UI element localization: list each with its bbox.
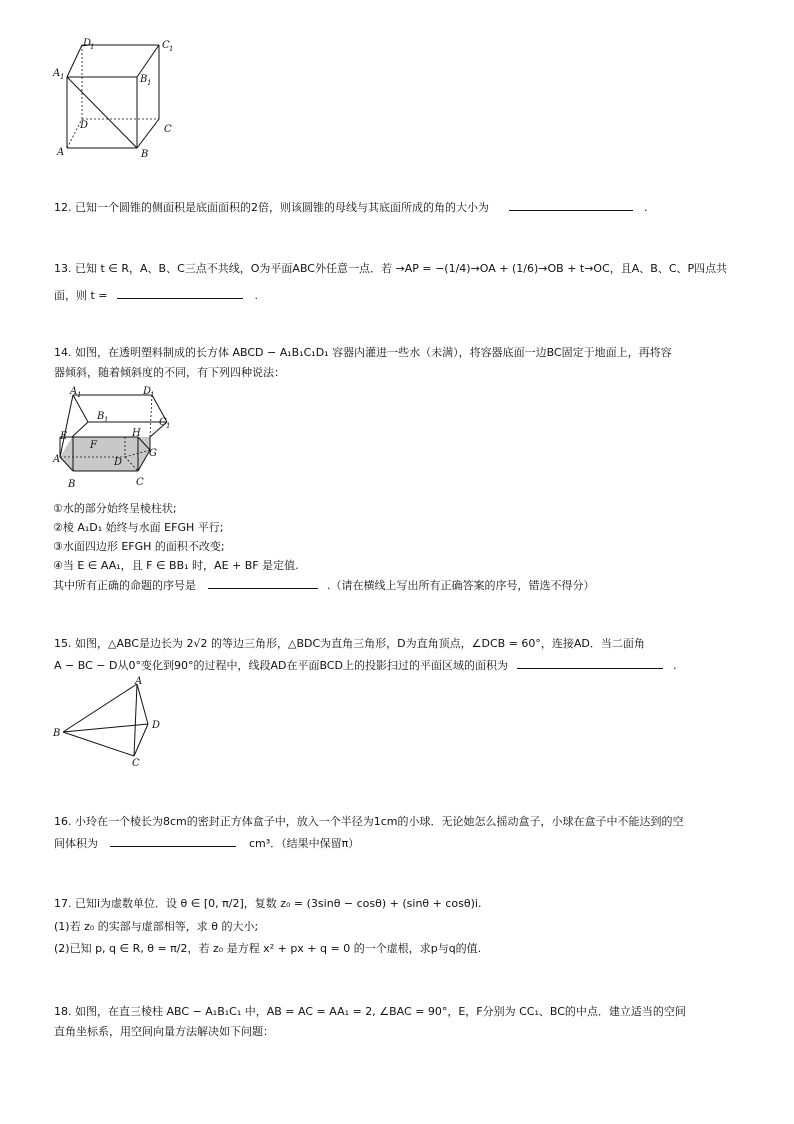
question-14-line1: 14. 如图，在透明塑料制成的长方体 ABCD − A₁B₁C₁D₁ 容器内灌进一些水（未满），将容器底面一边BC固定于地面上，再将容 bbox=[54, 346, 672, 359]
question-15-line1: 15. 如图，△ABC是边长为 2√2 的等边三角形，△BDC为直角三角形，D为直角顶点，∠DCB = 60°，连接AD．当二面角 bbox=[54, 637, 645, 650]
q16-answer-blank[interactable] bbox=[110, 835, 236, 847]
q16-unit-note: cm³．（结果中保留π） bbox=[249, 837, 360, 850]
label-b1-sub: 1 bbox=[147, 79, 152, 87]
fig14-label-b1: B bbox=[97, 411, 105, 422]
q15-answer-blank[interactable] bbox=[517, 657, 663, 669]
question-14-line2: 器倾斜，随着倾斜度的不同，有下列四种说法： bbox=[54, 366, 285, 379]
question-13-line2 bbox=[54, 287, 258, 303]
q13-period: . bbox=[254, 289, 259, 302]
fig14-label-c: C bbox=[136, 477, 144, 488]
label-a: A bbox=[57, 147, 65, 158]
question-16-line1: 16. 小玲在一个棱长为8cm的密封正方体盒子中，放入一个半径为1cm的小球．无论她怎么摇动盒子，小球在盒子中不能达到的空 bbox=[54, 815, 684, 828]
fig14-label-d1-sub: 1 bbox=[150, 391, 155, 399]
question-12 bbox=[54, 199, 648, 215]
label-c1-sub: 1 bbox=[169, 45, 174, 53]
fig14-label-c1-sub: 1 bbox=[166, 422, 171, 430]
q14-answer-text: 其中所有正确的命题的序号是 bbox=[53, 579, 196, 592]
question-13-line1: 13. 已知 t ∈ R，A、B、C三点不共线，O为平面ABC外任意一点．若 →AP = −(1/4)→OA + (1/6)→OB + t→OC，且A、B、C、P四点共 bbox=[54, 262, 728, 275]
q14-item-4: ④当 E ∈ AA₁，且 F ∈ BB₁ 时，AE + BF 是定值. bbox=[53, 559, 299, 572]
fig15-label-b: B bbox=[53, 728, 61, 739]
fig15-label-c: C bbox=[132, 758, 140, 769]
question-18-line1: 18. 如图，在直三棱柱 ABC − A₁B₁C₁ 中，AB = AC = AA₁ = 2, ∠BAC = 90°，E，F分别为 CC₁、BC的中点．建立适当的空间 bbox=[54, 1005, 686, 1018]
fig14-label-a1: A bbox=[70, 386, 78, 397]
q14-answer-line bbox=[53, 577, 595, 593]
tetrahedron-figure bbox=[50, 672, 170, 770]
cube-figure bbox=[50, 35, 185, 160]
question-17-line1: 17. 已知i为虚数单位．设 θ ∈ [0, π/2]，复数 z₀ = (3sinθ − cosθ) + (sinθ + cosθ)i. bbox=[54, 897, 482, 910]
q16-line2-text: 间体积为 bbox=[54, 837, 98, 850]
fig14-label-a: A bbox=[53, 454, 61, 465]
fig14-label-b1-sub: 1 bbox=[104, 416, 109, 424]
cuboid-water-figure bbox=[50, 384, 185, 496]
label-d: D bbox=[80, 120, 89, 131]
question-18-line2: 直角坐标系，用空间向量方法解决如下问题： bbox=[54, 1025, 274, 1038]
fig14-label-h: H bbox=[132, 428, 141, 439]
q13-answer-blank[interactable] bbox=[117, 287, 243, 299]
fig14-label-d1: D bbox=[143, 386, 152, 397]
q13-line2-text: 面，则 t = bbox=[54, 289, 108, 302]
question-17-part1: (1)若 z₀ 的实部与虚部相等，求 θ 的大小; bbox=[54, 920, 259, 933]
label-a1-sub: 1 bbox=[60, 73, 65, 81]
q14-answer-blank[interactable] bbox=[208, 577, 318, 589]
q12-answer-blank[interactable] bbox=[509, 199, 633, 211]
fig14-label-g: G bbox=[149, 448, 157, 459]
question-15-line2 bbox=[54, 657, 676, 673]
fig15-label-d: D bbox=[152, 720, 161, 731]
label-a1: A bbox=[53, 68, 61, 79]
fig14-label-f: F bbox=[90, 440, 97, 451]
label-b: B bbox=[141, 149, 149, 160]
label-d1: D bbox=[83, 38, 92, 49]
fig14-label-a1-sub: 1 bbox=[77, 391, 82, 399]
fig14-label-c1: C bbox=[159, 417, 167, 428]
label-c1: C bbox=[162, 40, 170, 51]
q14-item-2: ②棱 A₁D₁ 始终与水面 EFGH 平行; bbox=[53, 521, 224, 534]
fig14-label-d: D bbox=[114, 457, 123, 468]
q15-line2-text: A − BC − D从0°变化到90°的过程中，线段AD在平面BCD上的投影扫过的平面区域的面积为 bbox=[54, 659, 508, 672]
fig14-label-e: E bbox=[60, 431, 68, 442]
q12-text: 12. 已知一个圆锥的侧面积是底面面积的2倍，则该圆锥的母线与其底面所成的角的大小为 bbox=[54, 201, 489, 214]
q14-item-3: ③水面四边形 EFGH 的面积不改变; bbox=[53, 540, 225, 553]
label-d1-sub: 1 bbox=[90, 43, 95, 51]
fig14-label-b: B bbox=[68, 479, 76, 490]
q14-item-1: ①水的部分始终呈棱柱状; bbox=[53, 502, 177, 515]
q15-period: . bbox=[672, 659, 677, 672]
q14-answer-note: .（请在横线上写出所有正确答案的序号，错选不得分） bbox=[327, 579, 595, 592]
question-17-part2: (2)已知 p, q ∈ R, θ = π/2，若 z₀ 是方程 x² + px + q = 0 的一个虚根，求p与q的值. bbox=[54, 942, 482, 955]
fig15-label-a: A bbox=[135, 676, 143, 687]
q12-period: . bbox=[644, 201, 648, 214]
question-16-line2 bbox=[54, 835, 359, 851]
label-b1: B bbox=[140, 74, 148, 85]
label-c: C bbox=[164, 124, 172, 135]
